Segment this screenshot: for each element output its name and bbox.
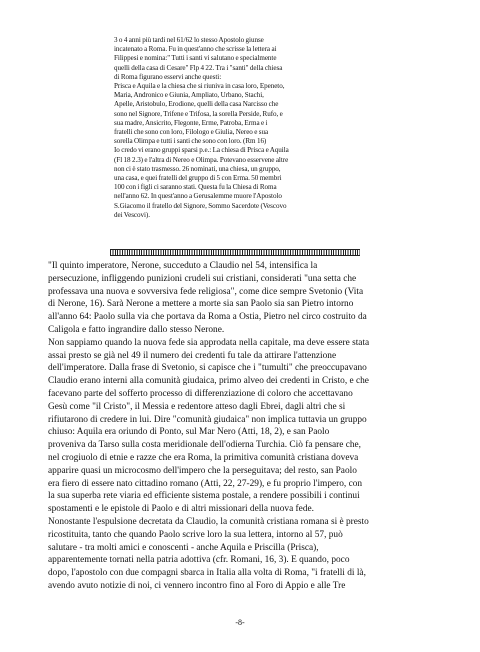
body-line: la sua superba rete viaria ed efficiente sistema postale, a rendere possibili i continui (48, 491, 360, 502)
page-number: -8- (235, 618, 245, 627)
excerpt-line: nell'anno 62. In quest'anno a Gerusalemme muore l'Apostolo (114, 192, 282, 201)
excerpt-line: una casa, e quei fratelli del gruppo di 5 con Erma. 50 membri (114, 174, 282, 183)
body-line: dell'imperatore. Dalla frase di Svetonio, si capisce che i "tumulti" che preoccupavano (48, 363, 367, 374)
body-line: spostamenti e le epistole di Paolo e di altri missionari della nuova fede. (48, 504, 314, 515)
excerpt-line: (Fl 18 2.3) e l'altra di Nereo e Olimpa. Potevano esservene altre (114, 155, 289, 164)
excerpt-line: 100 con i figli ci saranno stati. Questa fu la Chiesa di Roma (114, 183, 277, 192)
excerpt-line: Io credo vi erano gruppi sparsi p.e.: La chiesa di Prisca e Aquila (114, 146, 289, 155)
body-line: assai presto se già nel 49 il numero dei credenti fu tale da attirare l'attenzione (48, 350, 337, 361)
excerpt-line: 3 o 4 anni più tardi nel 61/62 lo stesso Apostolo giunse (114, 36, 264, 44)
body-line: facevano parte del sofferto processo di differenziazione di coloro che accettavano (48, 388, 353, 399)
body-line: salutare - tra molti amici e conoscenti - anche Aquila e Priscilla (Prisca), (48, 542, 319, 553)
excerpt-line: quelli della casa di Cesare" Flp 4 22. Tra i "santi" della chiesa (114, 63, 283, 72)
body-line: ricostituita, tanto che quando Paolo scrive loro la sua lettera, intorno al 57, può (48, 529, 343, 540)
body-line: era fiero di essere nato cittadino romano (Atti, 22, 27-29), e fu proprio l'impero, con (48, 478, 363, 489)
excerpt-line: sua madre, Ansicrito, Flegonte, Erme, Patroba, Erma e i (114, 118, 268, 127)
excerpt-bottom-rule (110, 249, 360, 256)
body-line: nel crogiuolo di etnie e razze che era Roma, la primitiva comunità cristiana doveva (48, 452, 359, 463)
body-line: Claudio erano interni alla comunità giudaica, primo alveo dei credenti in Cristo, e che (48, 376, 369, 387)
body-line: rifiutarono di credere in lui. Dire "comunità giudaica" non implica tuttavia un gruppo (48, 414, 367, 425)
body-line: Nonostante l'espulsione decretata da Claudio, la comunità cristiana romana si è presto (48, 516, 369, 527)
excerpt-text (114, 36, 361, 220)
body-line: apparire quasi un microcosmo dell'impero che la perseguitava; del resto, san Paolo (48, 465, 357, 476)
body-line: di Nerone, 16). Sarà Nerone a mettere a morte sia san Paolo sia san Pietro intorno (48, 299, 354, 310)
excerpt-line: S.Giacomo il fratello del Signore, Sommo Sacerdote (Vescovo (114, 201, 287, 210)
body-line: Non sappiamo quando la nuova fede sia approdata nella capitale, ma deve essere stata (48, 337, 370, 348)
body-line: Caligola e fatto ingrandire dallo stesso Nerone. (48, 324, 225, 335)
excerpt-line: sorella Olimpa e tutti i santi che sono con loro. (Rm 16) (114, 137, 267, 146)
excerpt-line: fratelli che sono con loro, Filologo e Giulia, Nereo e sua (114, 128, 269, 137)
body-line: persecuzione, infliggendo punizioni crudeli sui cristiani, considerati "una setta che (48, 273, 357, 284)
body-line: "Il quinto imperatore, Nerone, succeduto a Claudio nel 54, intensifica la (48, 261, 318, 271)
excerpt-line: di Roma figurano esservi anche questi: (114, 72, 222, 81)
body-line: avendo avuto notizie di noi, ci vennero incontro fino al Foro di Appio e alle Tre (48, 580, 346, 591)
excerpt-line: Filippesi e nomina:" Tutti i santi vi salutano e specialmente (114, 54, 277, 63)
body-line: chiuso: Aquila era oriundo di Ponto, sul Mar Nero (Atti, 18, 2), e san Paolo (48, 427, 330, 438)
excerpt-line: non ci è stato trasmesso. 26 nominati, una chiesa, un gruppo, (114, 164, 281, 173)
body-line: Gesù come "il Cristo", il Messia e redentore atteso dagli Ebrei, dagli altri che si (48, 401, 346, 412)
body-line: apparentemente tornati nella patria adottiva (cfr. Romani, 16, 3). E quando, poco (48, 555, 350, 566)
excerpt-line: sono nel Signore, Trifene e Trifosa, la sorella Perside, Rufo, e (114, 109, 283, 118)
body-line: all'anno 64: Paolo sulla via che portava da Roma a Ostia, Pietro nel circo costruito da (48, 312, 367, 323)
excerpt-line: Maria, Andronico e Giunia, Ampliato, Urbano, Stachi, (114, 91, 264, 100)
body-line: proveniva da Tarso sulla costa meridionale dell'odierna Turchia. Ciò fa pensare che, (48, 440, 361, 451)
body-line: dopo, l'apostolo con due compagni sbarca in Italia alla volta di Roma, "i fratelli di là, (48, 568, 366, 579)
excerpt-line: incatenato a Roma. Fu in quest'anno che scrisse la lettera ai (114, 45, 277, 54)
body-text (48, 260, 453, 593)
excerpt-line: dei Vescovi). (114, 210, 150, 219)
scanned-excerpt-box (114, 36, 361, 254)
excerpt-line: Prisca e Aquila e la chiesa che si riuniva in casa loro, Epeneto, (114, 82, 285, 91)
excerpt-line: Apelle, Aristobulo, Erodione, quelli della casa Narcisso che (114, 100, 279, 109)
body-line: professava una nuova e sovversiva fede religiosa", come dice sempre Svetonio (Vita (48, 286, 364, 297)
